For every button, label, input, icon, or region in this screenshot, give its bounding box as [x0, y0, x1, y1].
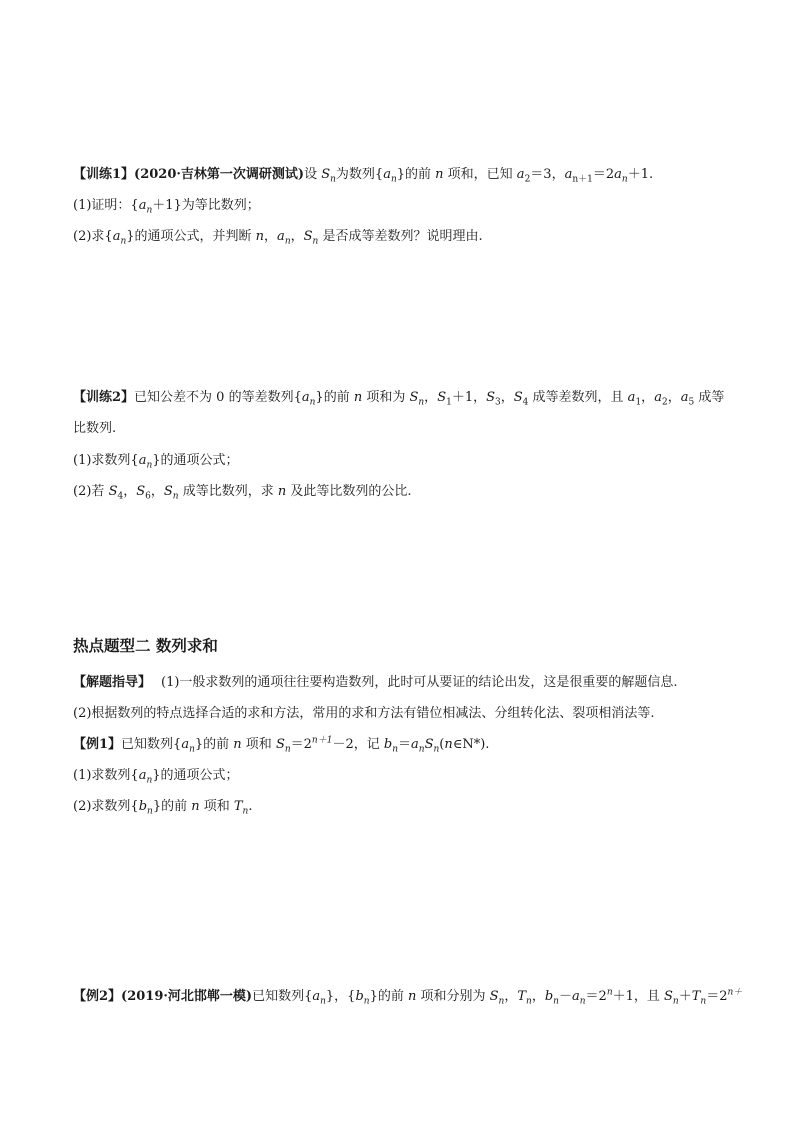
- guide-line2: (2)根据数列的特点选择合适的求和方法，常用的求和方法有错位相减法、分组转化法、裂项相消法等.: [73, 706, 655, 721]
- training2-label: 【训练2】: [73, 390, 135, 405]
- training2-part1: (1)求数列$\{a_n\}$的通项公式；: [73, 453, 239, 471]
- training1-part1: (1)证明：$\{a_n+1\}$为等比数列；: [73, 198, 260, 216]
- training1-source: (2020·吉林第一次调研测试): [134, 167, 305, 182]
- example2-stem: 【例2】(2019·河北邯郸一模)已知数列$\{a_n\}$，$\{b_n\}$的前 n 项和分别为 $S_n$，$T_n$，$b_n-a_n=2^n+1$，且 $S_n+T_n=2^{n+}$: [73, 987, 743, 1007]
- example2-source: (2019·河北邯郸一模): [121, 989, 253, 1004]
- section-title: 热点题型二 数列求和: [73, 636, 218, 655]
- training1-stem: 【训练1】(2020·吉林第一次调研测试)设 $S_n$为数列$\{a_n\}$的前 n 项和，已知 $a_2=3$，$a_{n+1}=2a_n+1$.: [73, 167, 654, 185]
- guide-label: 【解题指导】: [73, 675, 152, 690]
- example1-part1: (1)求数列$\{a_n\}$的通项公式；: [73, 768, 239, 786]
- training2-stem-cont: 比数列.: [73, 421, 117, 436]
- example1-label: 【例1】: [73, 737, 122, 752]
- guide-line1: 【解题指导】 (1)一般求数列的通项往往要构造数列，此时可从要证的结论出发，这是很重要的解题信息.: [73, 675, 678, 690]
- training1-part2: (2)求$\{a_n\}$的通项公式，并判断 n，$a_n$，$S_n$ 是否成等差数列？说明理由.: [73, 229, 483, 247]
- example2-label: 【例2】: [73, 989, 122, 1004]
- training2-part2: (2)若 $S_4$，$S_6$，$S_n$ 成等比数列，求 n 及此等比数列的公比.: [73, 484, 412, 502]
- training1-label: 【训练1】: [73, 167, 135, 182]
- training2-stem: 【训练2】已知公差不为 0 的等差数列$\{a_n\}$的前 n 项和为 $S_n$，$S_1+1$，$S_3$，$S_4$ 成等差数列，且 $a_1$，$a_2$，$a_5$ 成等: [73, 390, 725, 408]
- example1-part2: (2)求数列$\{b_n\}$的前 n 项和 $T_n$.: [73, 799, 253, 817]
- example1-stem: 【例1】已知数列$\{a_n\}$的前 n 项和 $S_n=2^{n+1}-2$，记 $b_n=a_nS_n(n\in N*)$.: [73, 735, 490, 755]
